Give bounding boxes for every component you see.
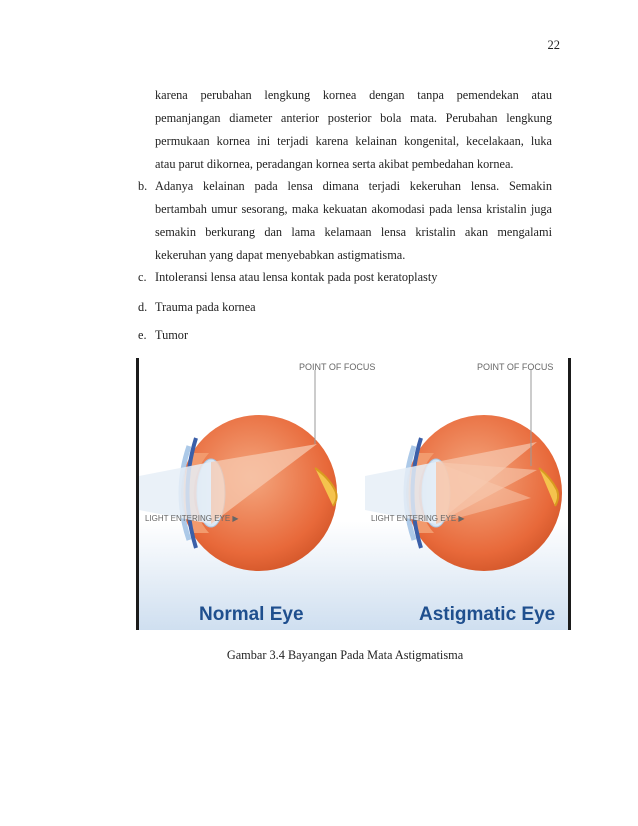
page-number: 22	[547, 38, 560, 52]
light-entering-label: LIGHT ENTERING EYE ▶	[145, 514, 239, 523]
list-item-line: kekeruhan yang dapat menyebabkan astigmatisma.	[155, 248, 406, 262]
light-entering-label: LIGHT ENTERING EYE ▶	[371, 514, 465, 523]
list-marker: c.	[138, 270, 147, 284]
paragraph-line: atau parut dikornea, peradangan kornea serta akibat pembedahan kornea.	[155, 157, 514, 171]
paragraph-line: permukaan kornea ini terjadi karena kelainan kongenital, kecelakaan, luka	[155, 134, 552, 148]
list-item-line: Trauma pada kornea	[155, 300, 256, 314]
list-marker: d.	[138, 300, 148, 314]
list-marker: b.	[138, 179, 148, 193]
eye-diagram-figure	[136, 358, 571, 630]
list-item-b	[138, 175, 552, 267]
paragraph-line: karena perubahan lengkung kornea dengan tanpa pemendekan atau	[155, 88, 552, 102]
list-item-c	[138, 266, 552, 289]
point-of-focus-label: POINT OF FOCUS	[477, 362, 554, 372]
list-item-line: Intoleransi lensa atau lensa kontak pada post keratoplasty	[155, 270, 438, 284]
point-of-focus-label: POINT OF FOCUS	[299, 362, 376, 372]
paragraph-line: pemanjangan diameter anterior posterior bola mata. Perubahan lengkung	[155, 111, 552, 125]
list-item-d	[138, 296, 552, 319]
continuation-paragraph	[138, 84, 552, 176]
list-item-line: Adanya kelainan pada lensa dimana terjadi kekeruhan lensa. Semakin	[155, 179, 552, 193]
list-marker: e.	[138, 328, 147, 342]
list-item-line: Tumor	[155, 328, 189, 342]
eye-diagram-illustration	[139, 358, 568, 630]
list-item-line: bertambah umur sesorang, maka kekuatan akomodasi pada lensa kristalin juga	[155, 202, 552, 216]
list-item-e	[138, 324, 552, 347]
normal-eye-title: Normal Eye	[199, 604, 304, 625]
figure-caption: Gambar 3.4 Bayangan Pada Mata Astigmatisma	[226, 648, 464, 662]
list-item-line: semakin berkurang dan lama kelamaan lensa kristalin akan mengalami	[155, 225, 552, 239]
astigmatic-eye-title: Astigmatic Eye	[419, 604, 556, 625]
